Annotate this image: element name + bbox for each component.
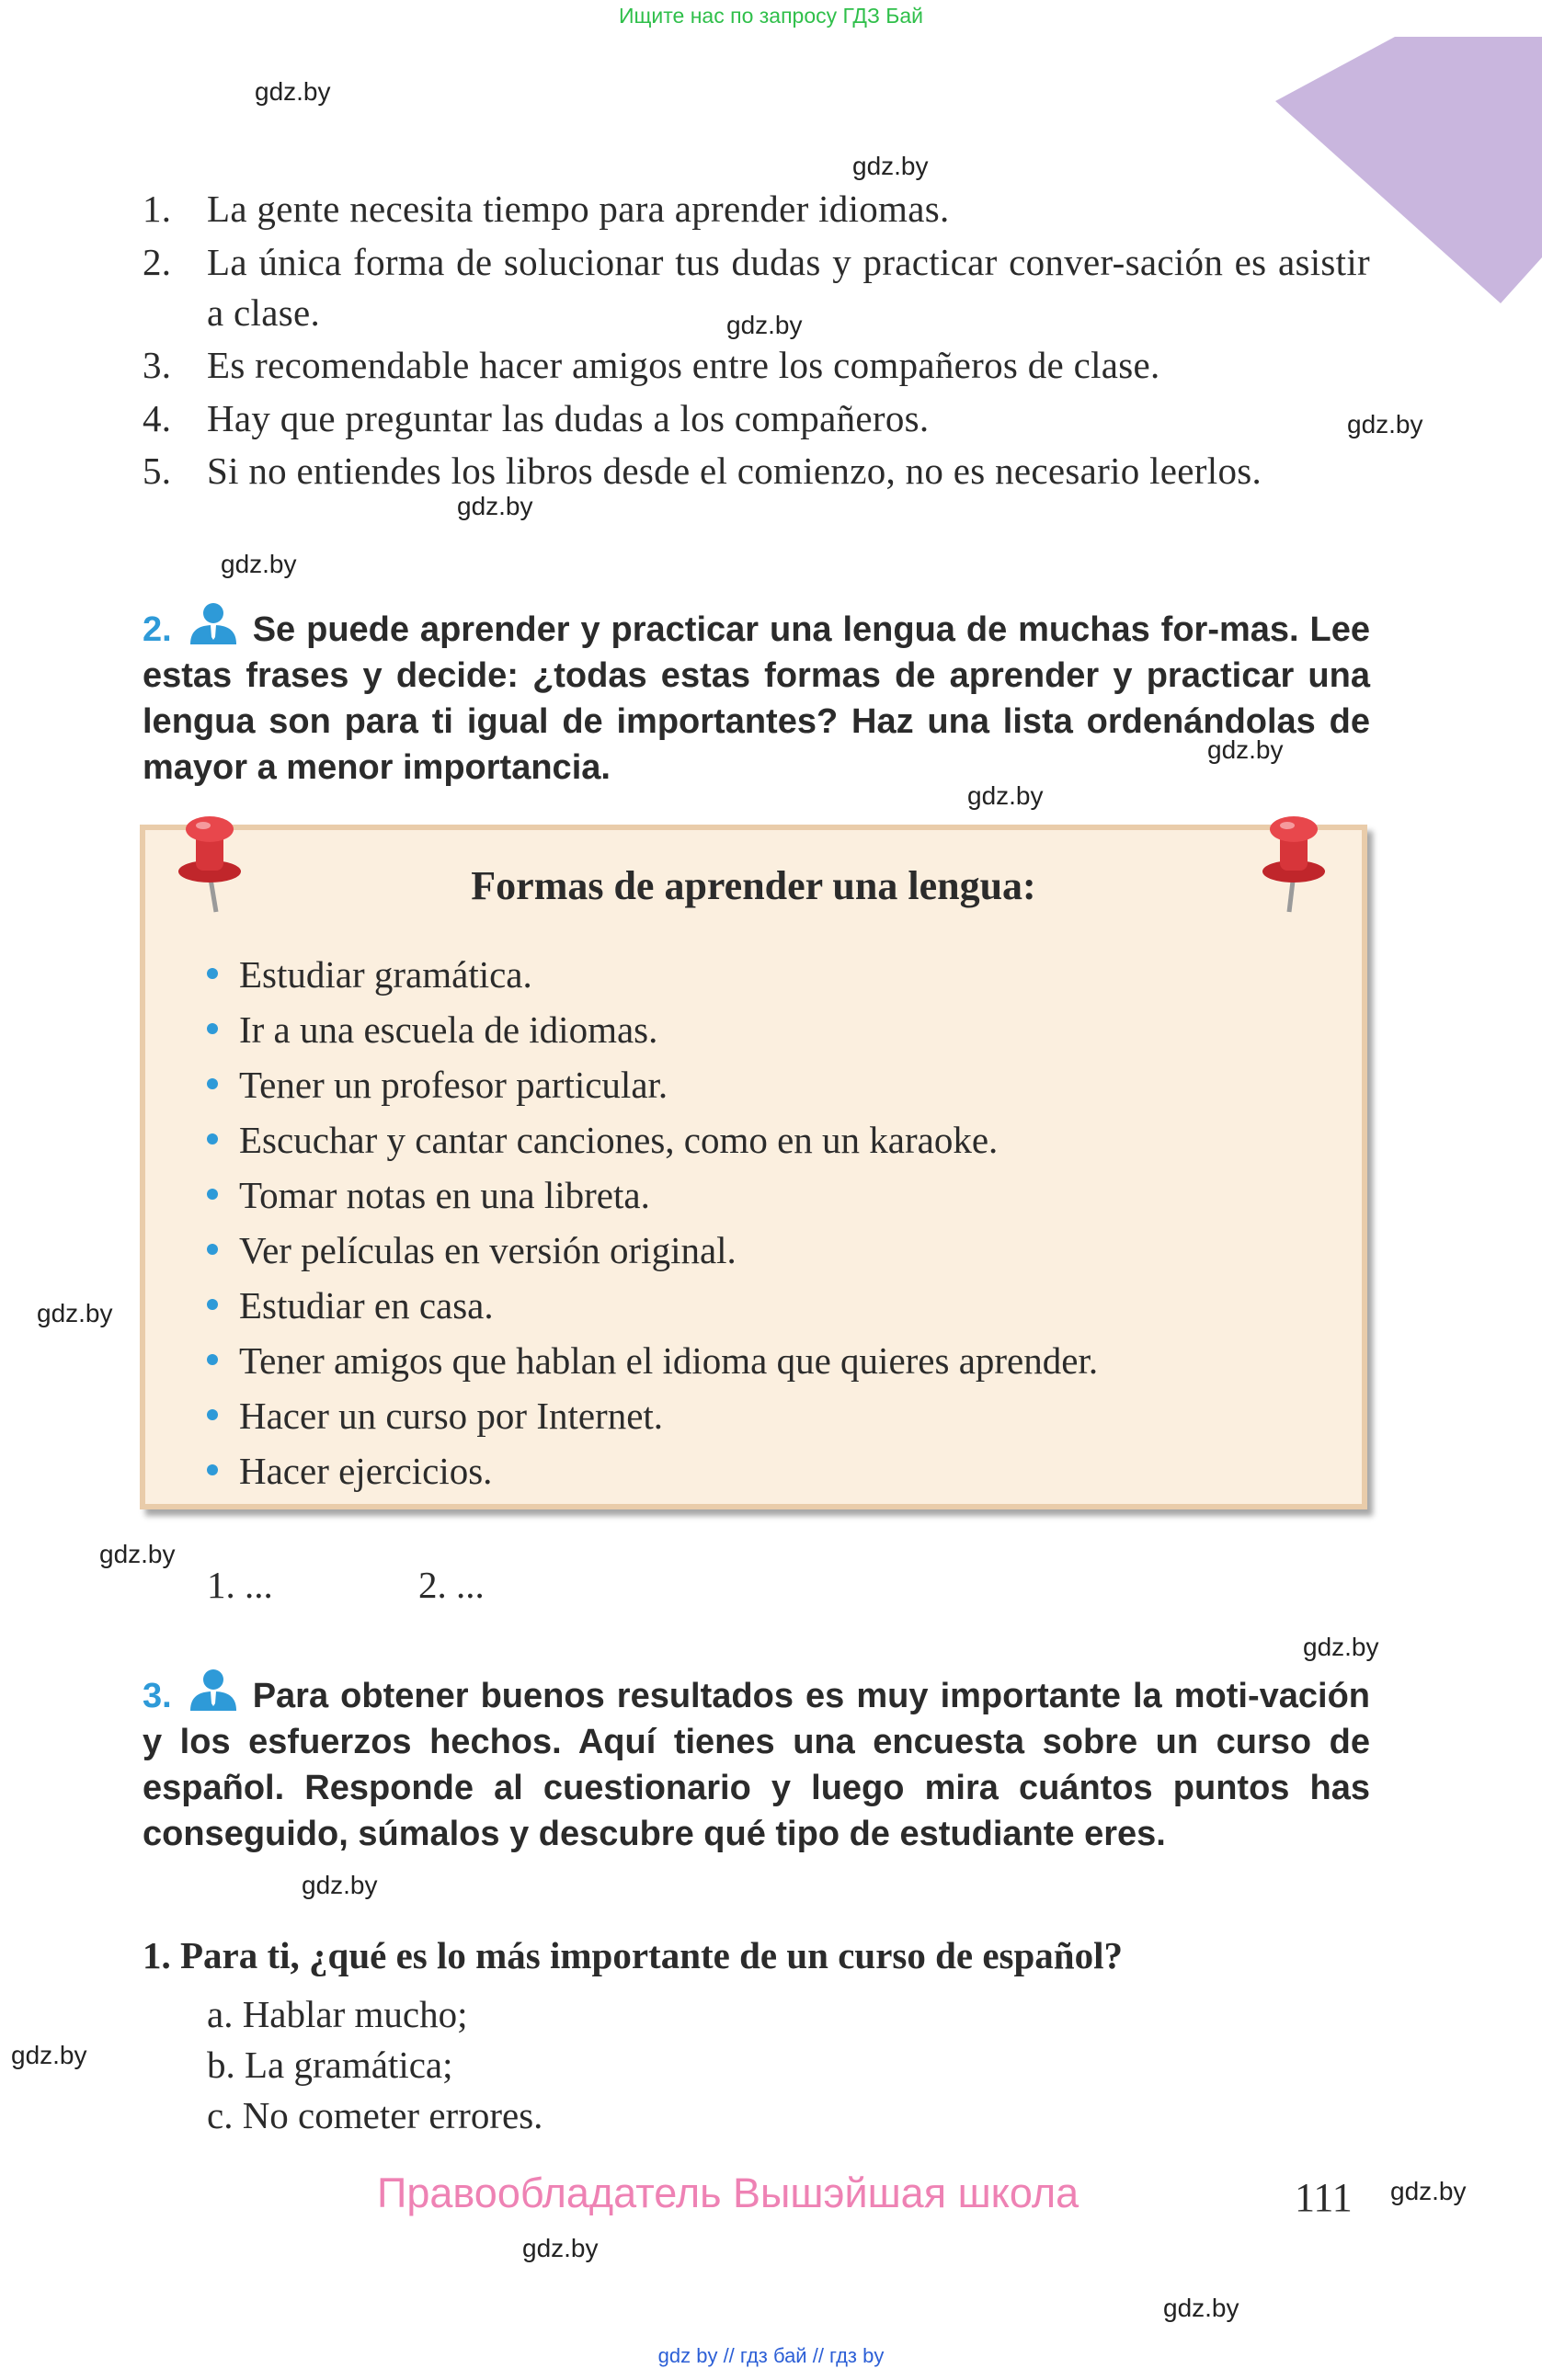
note-title: Formas de aprender una lengua: [471, 863, 1036, 908]
watermark: gdz.by [1303, 1633, 1379, 1661]
list-item: Hacer un curso por Internet. [207, 1388, 663, 1443]
list-item: 5. Si no entiendes los libros desde el comienzo, no es necesario leerlos. [143, 450, 1262, 492]
watermark: gdz.by [522, 2234, 599, 2262]
watermark: gdz.by [221, 550, 297, 578]
watermark: gdz.by [11, 2041, 87, 2069]
task-2-instructions: 2. Se puede aprender y practicar una lengua de muchas for-mas. Lee estas frases y decide: ¿todas estas formas de aprender y practicar una lengua son para ti igual de importantes? Haz una lista ordenándolas de mayor a menor importancia. [143, 602, 1370, 791]
task-number: 3. [143, 1677, 172, 1715]
watermark: gdz.by [37, 1299, 113, 1327]
question-title: 1. Para ti, ¿qué es lo más importante de un curso de español? [143, 1934, 1123, 1976]
watermark: gdz.by [302, 1871, 378, 1899]
watermark: gdz.by [1390, 2177, 1467, 2205]
list-item: Tener amigos que hablan el idioma que quieres aprender. [207, 1333, 1098, 1388]
bottom-links[interactable]: gdz by // гдз бай // гдз by [657, 2344, 885, 2367]
list-item: 3. Es recomendable hacer amigos entre los compañeros de clase. [143, 344, 1160, 386]
watermark: gdz.by [967, 781, 1044, 810]
watermark: gdz.by [1207, 735, 1284, 764]
watermark: gdz.by [99, 1540, 176, 1568]
answer-option: c. No cometer errores. [207, 2094, 543, 2136]
answer-placeholder: 1. ... [207, 1564, 273, 1606]
list-item: Ver películas en versión original. [207, 1223, 737, 1278]
list-item: Tener un profesor particular. [207, 1057, 668, 1112]
task-3-instructions: 3. Para obtener buenos resultados es muy importante la moti-vación y los esfuerzos hechos. Aquí tienes una encuesta sobre un curso de español. Responde al cuestionario y luego mira cuántos puntos has conseguido, súmalos y descubre qué tipo de estudiante eres. [143, 1668, 1370, 1857]
answer-option: b. La gramática; [207, 2044, 453, 2086]
list-item: Ir a una escuela de idiomas. [207, 1002, 657, 1057]
page-number: 111 [1295, 2175, 1353, 2220]
bullet-icon [207, 1078, 218, 1089]
answer-option: a. Hablar mucho; [207, 1993, 468, 2035]
bullet-icon [207, 1133, 218, 1144]
list-item: 1. La gente necesita tiempo para aprender idiomas. [143, 188, 950, 230]
bullet-icon [207, 1244, 218, 1255]
list-item: Hacer ejercicios. [207, 1443, 492, 1498]
watermark: gdz.by [1163, 2294, 1239, 2322]
watermark: gdz.by [1347, 410, 1423, 438]
watermark: gdz.by [726, 311, 803, 339]
copyright-holder: Правообладатель Вышэйшая школа [377, 2169, 1079, 2216]
list-item: Escuchar y cantar canciones, como en un karaoke. [207, 1112, 998, 1167]
person-icon [187, 602, 240, 644]
bullet-icon [207, 1464, 218, 1475]
watermark: gdz.by [255, 77, 331, 106]
list-item: 4. Hay que preguntar las dudas a los compañeros. [143, 397, 930, 439]
watermark: gdz.by [852, 152, 929, 180]
list-item: Estudiar gramática. [207, 947, 532, 1002]
bullet-icon [207, 1023, 218, 1034]
task-number: 2. [143, 610, 172, 649]
list-item: 2. La única forma de solucionar tus dudas y practicar conver-sación es asistir a clase. [143, 241, 1370, 334]
bullet-icon [207, 968, 218, 979]
watermark: gdz.by [457, 492, 533, 520]
person-icon [187, 1668, 240, 1711]
bullet-icon [207, 1189, 218, 1200]
list-item: Estudiar en casa. [207, 1278, 494, 1333]
bullet-icon [207, 1409, 218, 1420]
bullet-icon [207, 1354, 218, 1365]
list-item: Tomar notas en una libreta. [207, 1167, 650, 1223]
bullet-icon [207, 1299, 218, 1310]
top-banner[interactable]: Ищите нас по запросу ГДЗ Бай [618, 4, 924, 28]
answer-placeholder: 2. ... [418, 1564, 485, 1606]
